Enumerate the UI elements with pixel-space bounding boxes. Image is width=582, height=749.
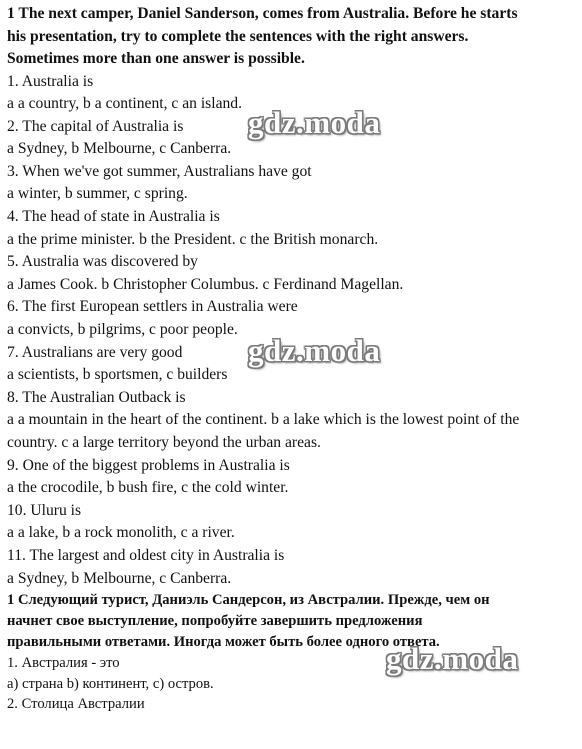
answers-9: a the crocodile, b bush fire, c the cold winter.	[7, 479, 289, 497]
exercise-heading-line: Sometimes more than one answer is possible.	[7, 50, 305, 67]
translation-question-2: 2. Столица Австралии	[7, 696, 145, 713]
question-8: 8. The Australian Outback is	[7, 388, 186, 406]
question-9: 9. One of the biggest problems in Australia is	[7, 456, 290, 474]
exercise-heading-line: his presentation, try to complete the sentences with the right answers.	[7, 27, 469, 45]
answers-8-continued: country. c a large territory beyond the urban areas.	[7, 434, 321, 451]
translation-answers-1: а) страна b) континент, с) остров.	[7, 675, 214, 692]
question-1: 1. Australia is	[7, 72, 94, 90]
answers-5: a James Cook. b Christopher Columbus. c Ferdinand Magellan.	[7, 275, 404, 293]
answers-7: a scientists, b sportsmen, c builders	[7, 366, 228, 384]
translation-question-1: 1. Австралия - это	[7, 655, 120, 672]
russian-translation	[7, 590, 577, 715]
watermark-logo: gdz.moda	[248, 333, 381, 368]
english-exercise	[7, 3, 577, 590]
answers-11: a Sydney, b Melbourne, c Canberra.	[7, 569, 232, 587]
document-page	[7, 3, 577, 715]
question-6: 6. The first European settlers in Australia were	[7, 298, 298, 316]
question-11: 11. The largest and oldest city in Australia is	[7, 546, 285, 564]
translation-heading-line: 1 Следующий турист, Даниэль Сандерсон, из Австралии. Прежде, чем он	[7, 592, 490, 609]
question-7: 7. Australians are very good	[7, 343, 183, 361]
translation-heading-line: начнет свое выступление, попробуйте завершить предложения	[7, 613, 423, 630]
question-3: 3. When we've got summer, Australians have got	[7, 162, 312, 180]
answers-6: a convicts, b pilgrims, c poor people.	[7, 321, 238, 339]
answers-8: a a mountain in the heart of the continent. b a lake which is the lowest point of the	[7, 411, 520, 429]
question-5: 5. Australia was discovered by	[7, 253, 198, 271]
exercise-heading-line: 1 The next camper, Daniel Sanderson, comes from Australia. Before he starts	[7, 5, 518, 22]
watermark-logo: gdz.moda	[248, 105, 381, 140]
answers-2: a Sydney, b Melbourne, c Canberra.	[7, 140, 232, 158]
translation-heading-line: правильными ответами. Иногда может быть более одного ответа.	[7, 634, 440, 651]
answers-4: a the prime minister. b the President. c the British monarch.	[7, 230, 379, 248]
answers-1: a a country, b a continent, c an island.	[7, 95, 242, 113]
answers-3: a winter, b summer, c spring.	[7, 185, 188, 203]
question-4: 4. The head of state in Australia is	[7, 208, 220, 226]
question-10: 10. Uluru is	[7, 501, 82, 519]
question-2: 2. The capital of Australia is	[7, 117, 184, 135]
watermark-logo: gdz.moda	[386, 641, 519, 676]
answers-10: a a lake, b a rock monolith, c a river.	[7, 524, 235, 542]
